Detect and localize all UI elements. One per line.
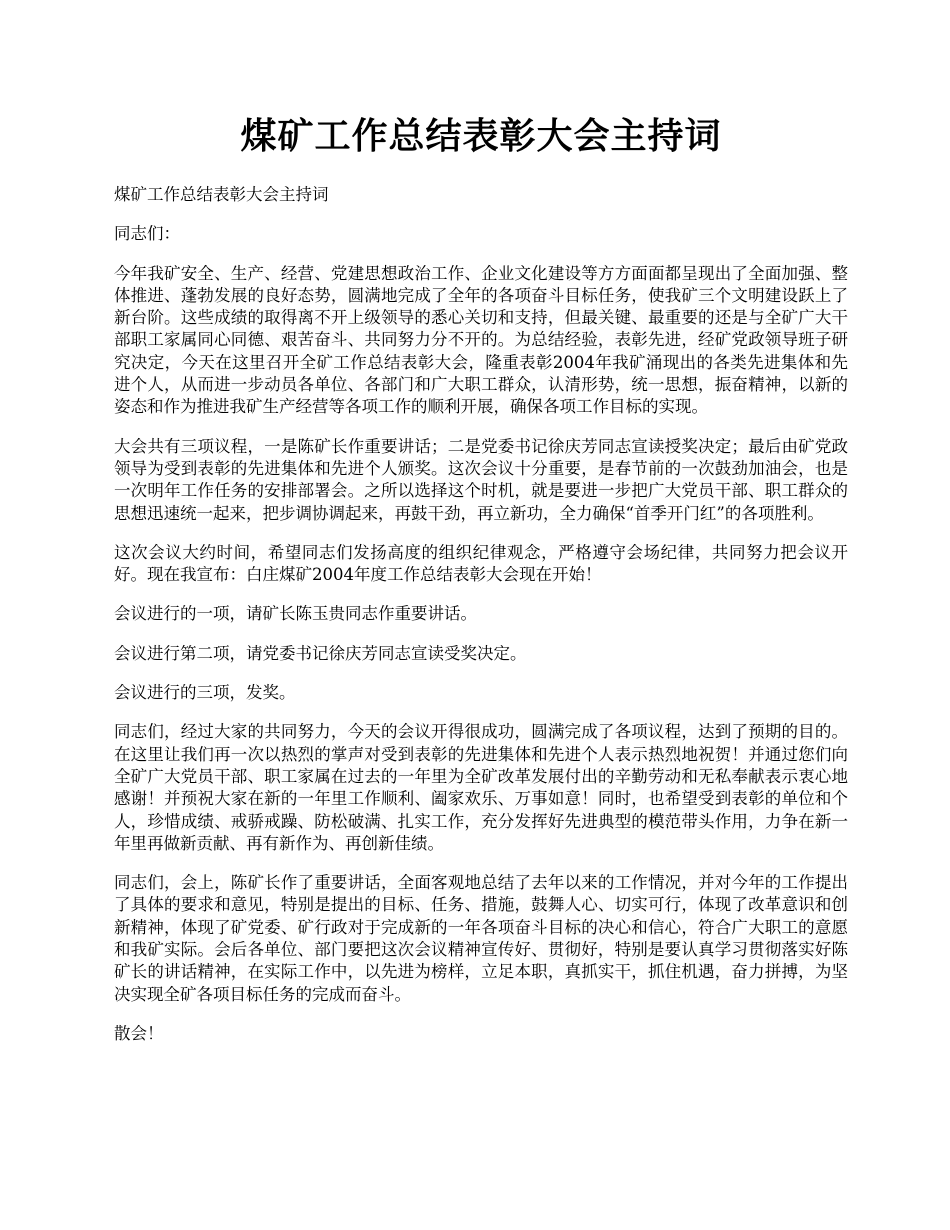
- subtitle-paragraph: 煤矿工作总结表彰大会主持词: [114, 185, 329, 204]
- agenda-paragraph: 大会共有三项议程，一是陈矿长作重要讲话；二是党委书记徐庆芳同志宣读授奖决定；最后由矿党政领导为受到表彰的先进集体和先进个人颁奖。这次会议十分重要，是春节前的一次鼓劲加油会，也是一次明年工作任务的安排部署会。之所以选择这个时机，就是要进一步把广大党员干部、职工群众的思想迅速统一起来，把步调协调起来，再鼓干劲，再立新功，全力确保“首季开门红”的各项胜利。: [114, 436, 848, 523]
- document-page: [114, 112, 848, 1062]
- agenda-item-2-paragraph: 会议进行第二项，请党委书记徐庆芳同志宣读受奖决定。: [114, 643, 527, 663]
- closing-paragraph: 散会！: [114, 1023, 164, 1043]
- congratulation-paragraph: 同志们，经过大家的共同努力，今天的会议开得很成功，圆满完成了各项议程，达到了预期的目的。在这里让我们再一次以热烈的掌声对受到表彰的先进集体和先进个人表示热烈地祝贺！并通过您们向全矿广大党员干部、职工家属在过去的一年里为全矿改革发展付出的辛勤劳动和无私奉献表示衷心地感谢！并预祝大家在新的一年里工作顺利、阖家欢乐、万事如意！同时，也希望受到表彰的单位和个人，珍惜成绩、戒骄戒躁、防松破满、扎实工作，充分发挥好先进典型的模范带头作用，力争在新一年里再做新贡献、再有新作为、再创新佳绩。: [114, 722, 848, 853]
- salutation-paragraph: 同志们：: [114, 224, 180, 244]
- announcement-paragraph: 这次会议大约时间，希望同志们发扬高度的组织纪律观念，严格遵守会场纪律，共同努力把会议开好。现在我宣布：白庄煤矿2004年度工作总结表彰大会现在开始！: [114, 542, 848, 585]
- opening-paragraph: 今年我矿安全、生产、经营、党建思想政治工作、企业文化建设等方方面面都呈现出了全面加强、整体推进、蓬勃发展的良好态势，圆满地完成了全年的各项奋斗目标任务，使我矿三个文明建设跃上了新台阶。这些成绩的取得离不开上级领导的悉心关切和支持，但最关键、最重要的还是与全矿广大干部职工家属同心同德、艰苦奋斗、共同努力分不开的。为总结经验，表彰先进，经矿党政领导班子研究决定，今天在这里召开全矿工作总结表彰大会，隆重表彰2004年我矿涌现出的各类先进集体和先进个人，从而进一步动员各单位、各部门和广大职工群众，认清形势，统一思想，振奋精神，以新的姿态和作为推进我矿生产经营等各项工作的顺利开展，确保各项工作目标的实现。: [114, 263, 848, 417]
- agenda-item-1-paragraph: 会议进行的一项，请矿长陈玉贵同志作重要讲话。: [114, 604, 477, 624]
- document-title: 煤矿工作总结表彰大会主持词: [240, 115, 722, 157]
- agenda-item-3-paragraph: 会议进行的三项，发奖。: [114, 683, 296, 703]
- summary-paragraph: 同志们，会上，陈矿长作了重要讲话，全面客观地总结了去年以来的工作情况，并对今年的工作提出了具体的要求和意见，特别是提出的目标、任务、措施，鼓舞人心、切实可行，体现了改革意识和创新精神，体现了矿党委、矿行政对于完成新的一年各项奋斗目标的决心和信心，符合广大职工的意愿和我矿实际。会后各单位、部门要把这次会议精神宣传好、贯彻好，特别是要认真学习贯彻落实好陈矿长的讲话精神，在实际工作中，以先进为榜样，立足本职，真抓实干，抓住机遇，奋力拼搏，为坚决实现全矿各项目标任务的完成而奋斗。: [114, 873, 848, 1004]
